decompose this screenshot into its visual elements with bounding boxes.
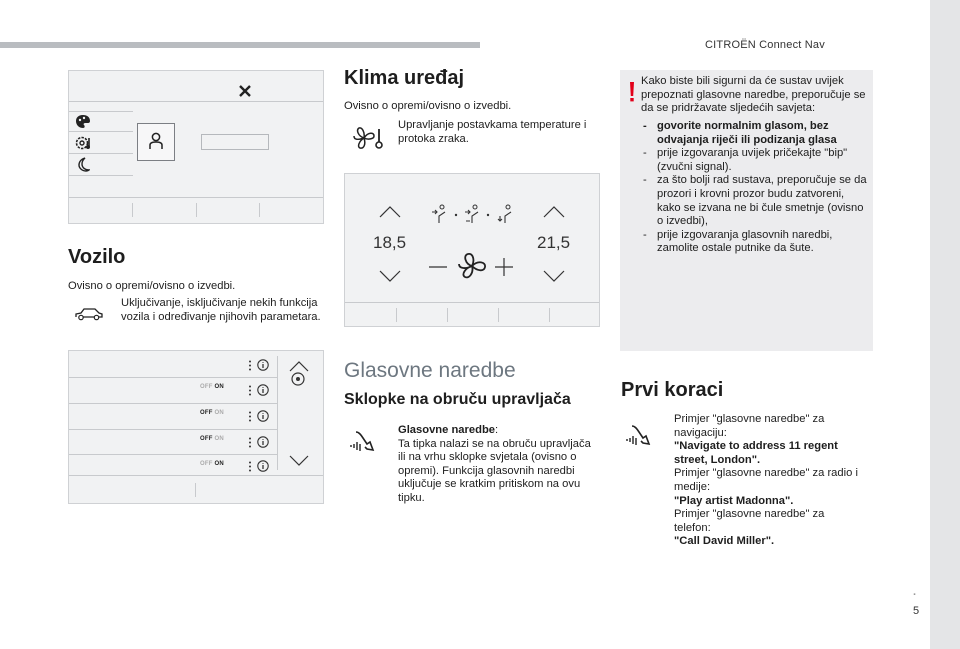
warning-tip: - za što bolji rad sustava, preporučuje se da prozori i krovni prozor budu zatvoreni, kako se izvana ne bi čule smetnje (ovisno o izvedbi), (641, 174, 869, 228)
info-icon[interactable] (257, 359, 269, 371)
temperature-right: 21,5 (537, 233, 571, 252)
user-icon (148, 132, 164, 150)
airflow-face-feet-icon[interactable] (464, 204, 482, 224)
warning-icon (628, 82, 636, 102)
example-radio-command: "Play artist Madonna". (674, 494, 794, 507)
klima-availability: Ovisno o opremi/ovisno o izvedbi. (344, 100, 512, 112)
fan-decrease-icon[interactable] (429, 266, 447, 268)
section-title-vozilo: Vozilo (68, 246, 126, 268)
more-icon[interactable] (248, 461, 252, 472)
toggle-function-2[interactable]: OFF ON (200, 410, 224, 416)
continuation-mark: . (913, 586, 917, 598)
temp-left-down-icon[interactable] (379, 270, 401, 282)
more-icon[interactable] (248, 411, 252, 422)
settings-sound-icon[interactable] (75, 135, 93, 151)
close-icon[interactable] (239, 85, 251, 97)
scroll-down-icon[interactable] (289, 455, 309, 466)
voice-command-text: Ta tipka nalazi se na obruču upravljača ili na vrhu sklopke svjetala (ovisno o opremi). Funkcija glasovnih naredbi uključuje se kratkim pritiskom na ovu tipku. (398, 437, 591, 504)
info-icon[interactable] (257, 436, 269, 448)
info-icon[interactable] (257, 384, 269, 396)
warning-box (620, 70, 873, 351)
toggle-function-4[interactable]: OFF ON (200, 461, 224, 467)
info-icon[interactable] (257, 460, 269, 472)
more-icon[interactable] (248, 437, 252, 448)
warning-tip: - prije izgovaranja uvijek pričekajte "bip" (zvučni signal). (641, 147, 869, 174)
temp-right-down-icon[interactable] (543, 270, 565, 282)
voice-command-icon (350, 428, 376, 456)
top-rule (0, 42, 480, 48)
warning-intro: Kako biste bili sigurni da će sustav uvijek prepoznati glasovne naredbe, preporučuje se da se pridržavate sljedećih savjeta: (641, 75, 866, 115)
airflow-face-icon[interactable] (431, 204, 449, 224)
example-navigation-label: Primjer "glasovne naredbe" za navigaciju: (674, 413, 825, 439)
warning-tips (641, 120, 869, 256)
vehicle-menu-screen (68, 70, 324, 224)
car-icon (74, 306, 104, 322)
voice-command-colon: : (495, 424, 499, 436)
more-icon[interactable] (248, 360, 252, 371)
warning-tip: - govorite normalnim glasom, bez odvajanja riječi ili podizanja glasa (641, 120, 869, 147)
palette-icon[interactable] (75, 114, 91, 129)
vozilo-availability: Ovisno o opremi/ovisno o izvedbi. (68, 280, 236, 292)
fan-speed-icon (457, 252, 487, 280)
separator-dot-icon (454, 213, 458, 217)
first-steps-examples (674, 413, 864, 549)
info-icon[interactable] (257, 410, 269, 422)
separator-dot-icon (486, 213, 490, 217)
klima-description: Upravljanje postavkama temperature i protoka zraka. (398, 119, 587, 145)
vozilo-description: Uključivanje, isključivanje nekih funkcija vozila i određivanje njihovih parametara. (121, 297, 321, 323)
example-navigation-command: "Navigate to address 11 regent street, London". (674, 440, 838, 466)
section-title-glasovne: Glasovne naredbe (344, 359, 516, 382)
temp-right-up-icon[interactable] (543, 206, 565, 218)
voice-command-label: Glasovne naredbe (398, 424, 495, 436)
header-brand: CITROËN Connect Nav (705, 39, 825, 51)
night-mode-icon[interactable] (76, 157, 90, 172)
fan-increase-icon[interactable] (495, 258, 513, 276)
toggle-function-1[interactable]: OFF ON (200, 384, 224, 390)
example-phone-command: "Call David Miller". (674, 535, 775, 548)
profile-name-field[interactable] (201, 134, 269, 150)
example-radio-label: Primjer "glasovne naredbe" za radio i medije: (674, 467, 858, 493)
section-title-klima: Klima uređaj (344, 67, 465, 89)
example-phone-label: Primjer "glasovne naredbe" za telefon: (674, 508, 825, 534)
warning-tip: - prije izgovaranja glasovnih naredbi, zamolite ostale putnike da šute. (641, 229, 869, 256)
subsection-title-steering: Sklopke na obruču upravljača (344, 391, 571, 408)
airflow-feet-icon[interactable] (497, 204, 515, 224)
voice-command-icon (626, 422, 652, 450)
voice-command-explanation (398, 424, 598, 506)
more-icon[interactable] (248, 385, 252, 396)
climate-screen (344, 173, 600, 327)
scroll-up-icon[interactable] (289, 361, 309, 372)
scroll-position-icon[interactable] (291, 372, 305, 386)
section-title-prvi: Prvi koraci (621, 379, 724, 401)
fan-temperature-icon (352, 126, 386, 150)
vehicle-functions-screen (68, 350, 324, 504)
temp-left-up-icon[interactable] (379, 206, 401, 218)
toggle-function-3[interactable]: OFF ON (200, 436, 224, 442)
side-band (930, 0, 960, 649)
page-number: 5 (913, 605, 920, 617)
temperature-left: 18,5 (373, 233, 407, 252)
